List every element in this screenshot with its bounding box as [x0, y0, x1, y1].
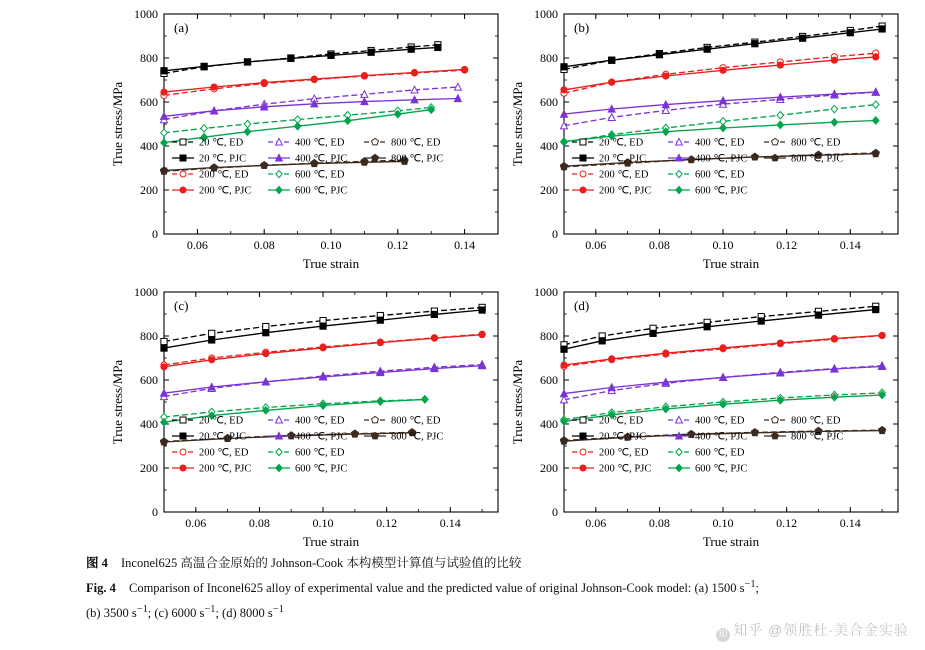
caption-en-sup-1: −1: [744, 579, 756, 590]
svg-text:1000: 1000: [534, 7, 558, 21]
svg-text:0: 0: [552, 505, 558, 519]
svg-text:(a): (a): [174, 20, 189, 35]
svg-text:0.10: 0.10: [712, 238, 734, 252]
caption-en-text-2b: ; (c) 6000 s: [147, 606, 205, 621]
svg-text:800 ℃, PJC: 800 ℃, PJC: [391, 431, 444, 443]
svg-text:0.08: 0.08: [648, 516, 670, 530]
svg-text:200: 200: [140, 183, 158, 197]
chart-panels: [108, 4, 925, 549]
svg-text:0.12: 0.12: [387, 238, 409, 252]
svg-text:400: 400: [140, 139, 158, 153]
svg-text:0.14: 0.14: [439, 516, 461, 530]
svg-text:400: 400: [540, 417, 558, 431]
svg-text:400 ℃, ED: 400 ℃, ED: [295, 137, 345, 149]
svg-text:600 ℃, ED: 600 ℃, ED: [695, 169, 745, 181]
svg-text:600: 600: [540, 373, 558, 387]
svg-text:1000: 1000: [134, 7, 158, 21]
svg-text:(c): (c): [174, 298, 189, 313]
svg-text:600 ℃, ED: 600 ℃, ED: [295, 169, 345, 181]
svg-text:1000: 1000: [534, 285, 558, 299]
caption-cn-text: Inconel625 高温合金原始的 Johnson-Cook 本构模型计算值与试验值的比较: [121, 556, 522, 570]
svg-text:0.08: 0.08: [648, 238, 670, 252]
svg-text:True strain: True strain: [702, 534, 760, 549]
svg-text:True stress/MPa: True stress/MPa: [110, 81, 125, 167]
svg-text:600 ℃, PJC: 600 ℃, PJC: [695, 185, 748, 197]
svg-text:600 ℃, ED: 600 ℃, ED: [295, 447, 345, 459]
svg-text:200: 200: [140, 461, 158, 475]
svg-text:(b): (b): [574, 20, 590, 35]
svg-text:200 ℃, ED: 200 ℃, ED: [599, 447, 649, 459]
svg-text:0.14: 0.14: [839, 238, 861, 252]
svg-text:0.14: 0.14: [454, 238, 476, 252]
svg-text:0.10: 0.10: [312, 516, 334, 530]
watermark-logo-icon: 知: [717, 629, 729, 640]
svg-text:0.08: 0.08: [253, 238, 275, 252]
svg-text:0.10: 0.10: [320, 238, 342, 252]
svg-text:400 ℃, PJC: 400 ℃, PJC: [295, 431, 348, 443]
svg-text:20 ℃, PJC: 20 ℃, PJC: [599, 431, 647, 443]
svg-text:600: 600: [140, 95, 158, 109]
svg-text:200 ℃, PJC: 200 ℃, PJC: [599, 185, 652, 197]
svg-text:True strain: True strain: [302, 534, 360, 549]
svg-text:True strain: True strain: [302, 256, 360, 271]
svg-text:200: 200: [540, 461, 558, 475]
svg-text:800 ℃, PJC: 800 ℃, PJC: [391, 153, 444, 165]
svg-text:800 ℃, ED: 800 ℃, ED: [791, 415, 841, 427]
svg-text:800 ℃, ED: 800 ℃, ED: [391, 415, 441, 427]
caption-en-text-2c: ; (d) 8000 s: [215, 606, 273, 621]
figure-caption: [86, 553, 886, 624]
svg-text:20 ℃, ED: 20 ℃, ED: [599, 415, 644, 427]
svg-text:200: 200: [540, 183, 558, 197]
svg-text:800: 800: [140, 329, 158, 343]
svg-text:0.08: 0.08: [248, 516, 270, 530]
chart-panel-d: [508, 282, 908, 554]
svg-text:200 ℃, PJC: 200 ℃, PJC: [199, 185, 252, 197]
svg-text:800 ℃, ED: 800 ℃, ED: [791, 137, 841, 149]
svg-text:800: 800: [540, 51, 558, 65]
svg-text:800: 800: [540, 329, 558, 343]
svg-text:200 ℃, ED: 200 ℃, ED: [199, 169, 249, 181]
svg-text:0.06: 0.06: [585, 238, 607, 252]
svg-text:400: 400: [140, 417, 158, 431]
chart-panel-a: [108, 4, 508, 276]
svg-text:200 ℃, ED: 200 ℃, ED: [599, 169, 649, 181]
svg-text:(d): (d): [574, 298, 590, 313]
svg-text:400 ℃, ED: 400 ℃, ED: [295, 415, 345, 427]
svg-text:600 ℃, PJC: 600 ℃, PJC: [295, 463, 348, 475]
caption-en-sup-2a: −1: [136, 604, 148, 616]
svg-text:600: 600: [540, 95, 558, 109]
svg-text:20 ℃, PJC: 20 ℃, PJC: [199, 153, 247, 165]
svg-text:0.12: 0.12: [776, 238, 798, 252]
caption-chinese: [86, 553, 886, 574]
svg-text:600 ℃, PJC: 600 ℃, PJC: [295, 185, 348, 197]
svg-text:400 ℃, PJC: 400 ℃, PJC: [695, 153, 748, 165]
caption-en-text-1-end: ;: [755, 581, 760, 596]
svg-text:0.06: 0.06: [585, 516, 607, 530]
svg-text:20 ℃, ED: 20 ℃, ED: [199, 415, 244, 427]
svg-text:400 ℃, PJC: 400 ℃, PJC: [695, 431, 748, 443]
caption-en-text-1: Comparison of Inconel625 alloy of experimental value and the predicted value of original Johnson-Cook model: (a) 1500 s: [128, 581, 745, 596]
chart-panel-c: [108, 282, 508, 554]
svg-text:600 ℃, PJC: 600 ℃, PJC: [695, 463, 748, 475]
caption-en-sup-2c: −1: [272, 604, 284, 616]
chart-panel-b: [508, 4, 908, 276]
svg-text:0: 0: [552, 227, 558, 241]
svg-text:20 ℃, PJC: 20 ℃, PJC: [199, 431, 247, 443]
caption-en-label: Fig. 4: [86, 581, 116, 596]
svg-text:400 ℃, PJC: 400 ℃, PJC: [295, 153, 348, 165]
svg-text:200 ℃, PJC: 200 ℃, PJC: [199, 463, 252, 475]
svg-text:0: 0: [152, 227, 158, 241]
svg-text:600: 600: [140, 373, 158, 387]
svg-text:800 ℃, PJC: 800 ℃, PJC: [791, 153, 844, 165]
watermark-text: 知乎 @领胜杜·美合金实验: [733, 622, 909, 638]
svg-text:600 ℃, ED: 600 ℃, ED: [695, 447, 745, 459]
svg-text:0.12: 0.12: [376, 516, 398, 530]
svg-text:20 ℃, ED: 20 ℃, ED: [199, 137, 244, 149]
svg-text:800 ℃, ED: 800 ℃, ED: [391, 137, 441, 149]
svg-text:True strain: True strain: [702, 256, 760, 271]
svg-text:0.06: 0.06: [186, 238, 208, 252]
svg-text:800 ℃, PJC: 800 ℃, PJC: [791, 431, 844, 443]
svg-text:0: 0: [152, 505, 158, 519]
caption-en-sup-2b: −1: [204, 604, 216, 616]
caption-english-line1: [86, 574, 886, 599]
svg-text:1000: 1000: [134, 285, 158, 299]
svg-text:400: 400: [540, 139, 558, 153]
caption-cn-label: 图 4: [86, 556, 108, 570]
svg-text:400 ℃, ED: 400 ℃, ED: [695, 415, 745, 427]
svg-text:0.12: 0.12: [776, 516, 798, 530]
svg-text:True stress/MPa: True stress/MPa: [510, 359, 525, 445]
watermark: [716, 620, 909, 642]
caption-en-text-2a: (b) 3500 s: [86, 606, 137, 621]
svg-text:0.10: 0.10: [712, 516, 734, 530]
svg-text:0.14: 0.14: [839, 516, 861, 530]
svg-text:400 ℃, ED: 400 ℃, ED: [695, 137, 745, 149]
svg-text:True stress/MPa: True stress/MPa: [510, 81, 525, 167]
svg-text:200 ℃, PJC: 200 ℃, PJC: [599, 463, 652, 475]
svg-text:20 ℃, PJC: 20 ℃, PJC: [599, 153, 647, 165]
svg-text:200 ℃, ED: 200 ℃, ED: [199, 447, 249, 459]
svg-text:800: 800: [140, 51, 158, 65]
svg-text:True stress/MPa: True stress/MPa: [110, 359, 125, 445]
svg-text:0.06: 0.06: [185, 516, 207, 530]
svg-text:20 ℃, ED: 20 ℃, ED: [599, 137, 644, 149]
